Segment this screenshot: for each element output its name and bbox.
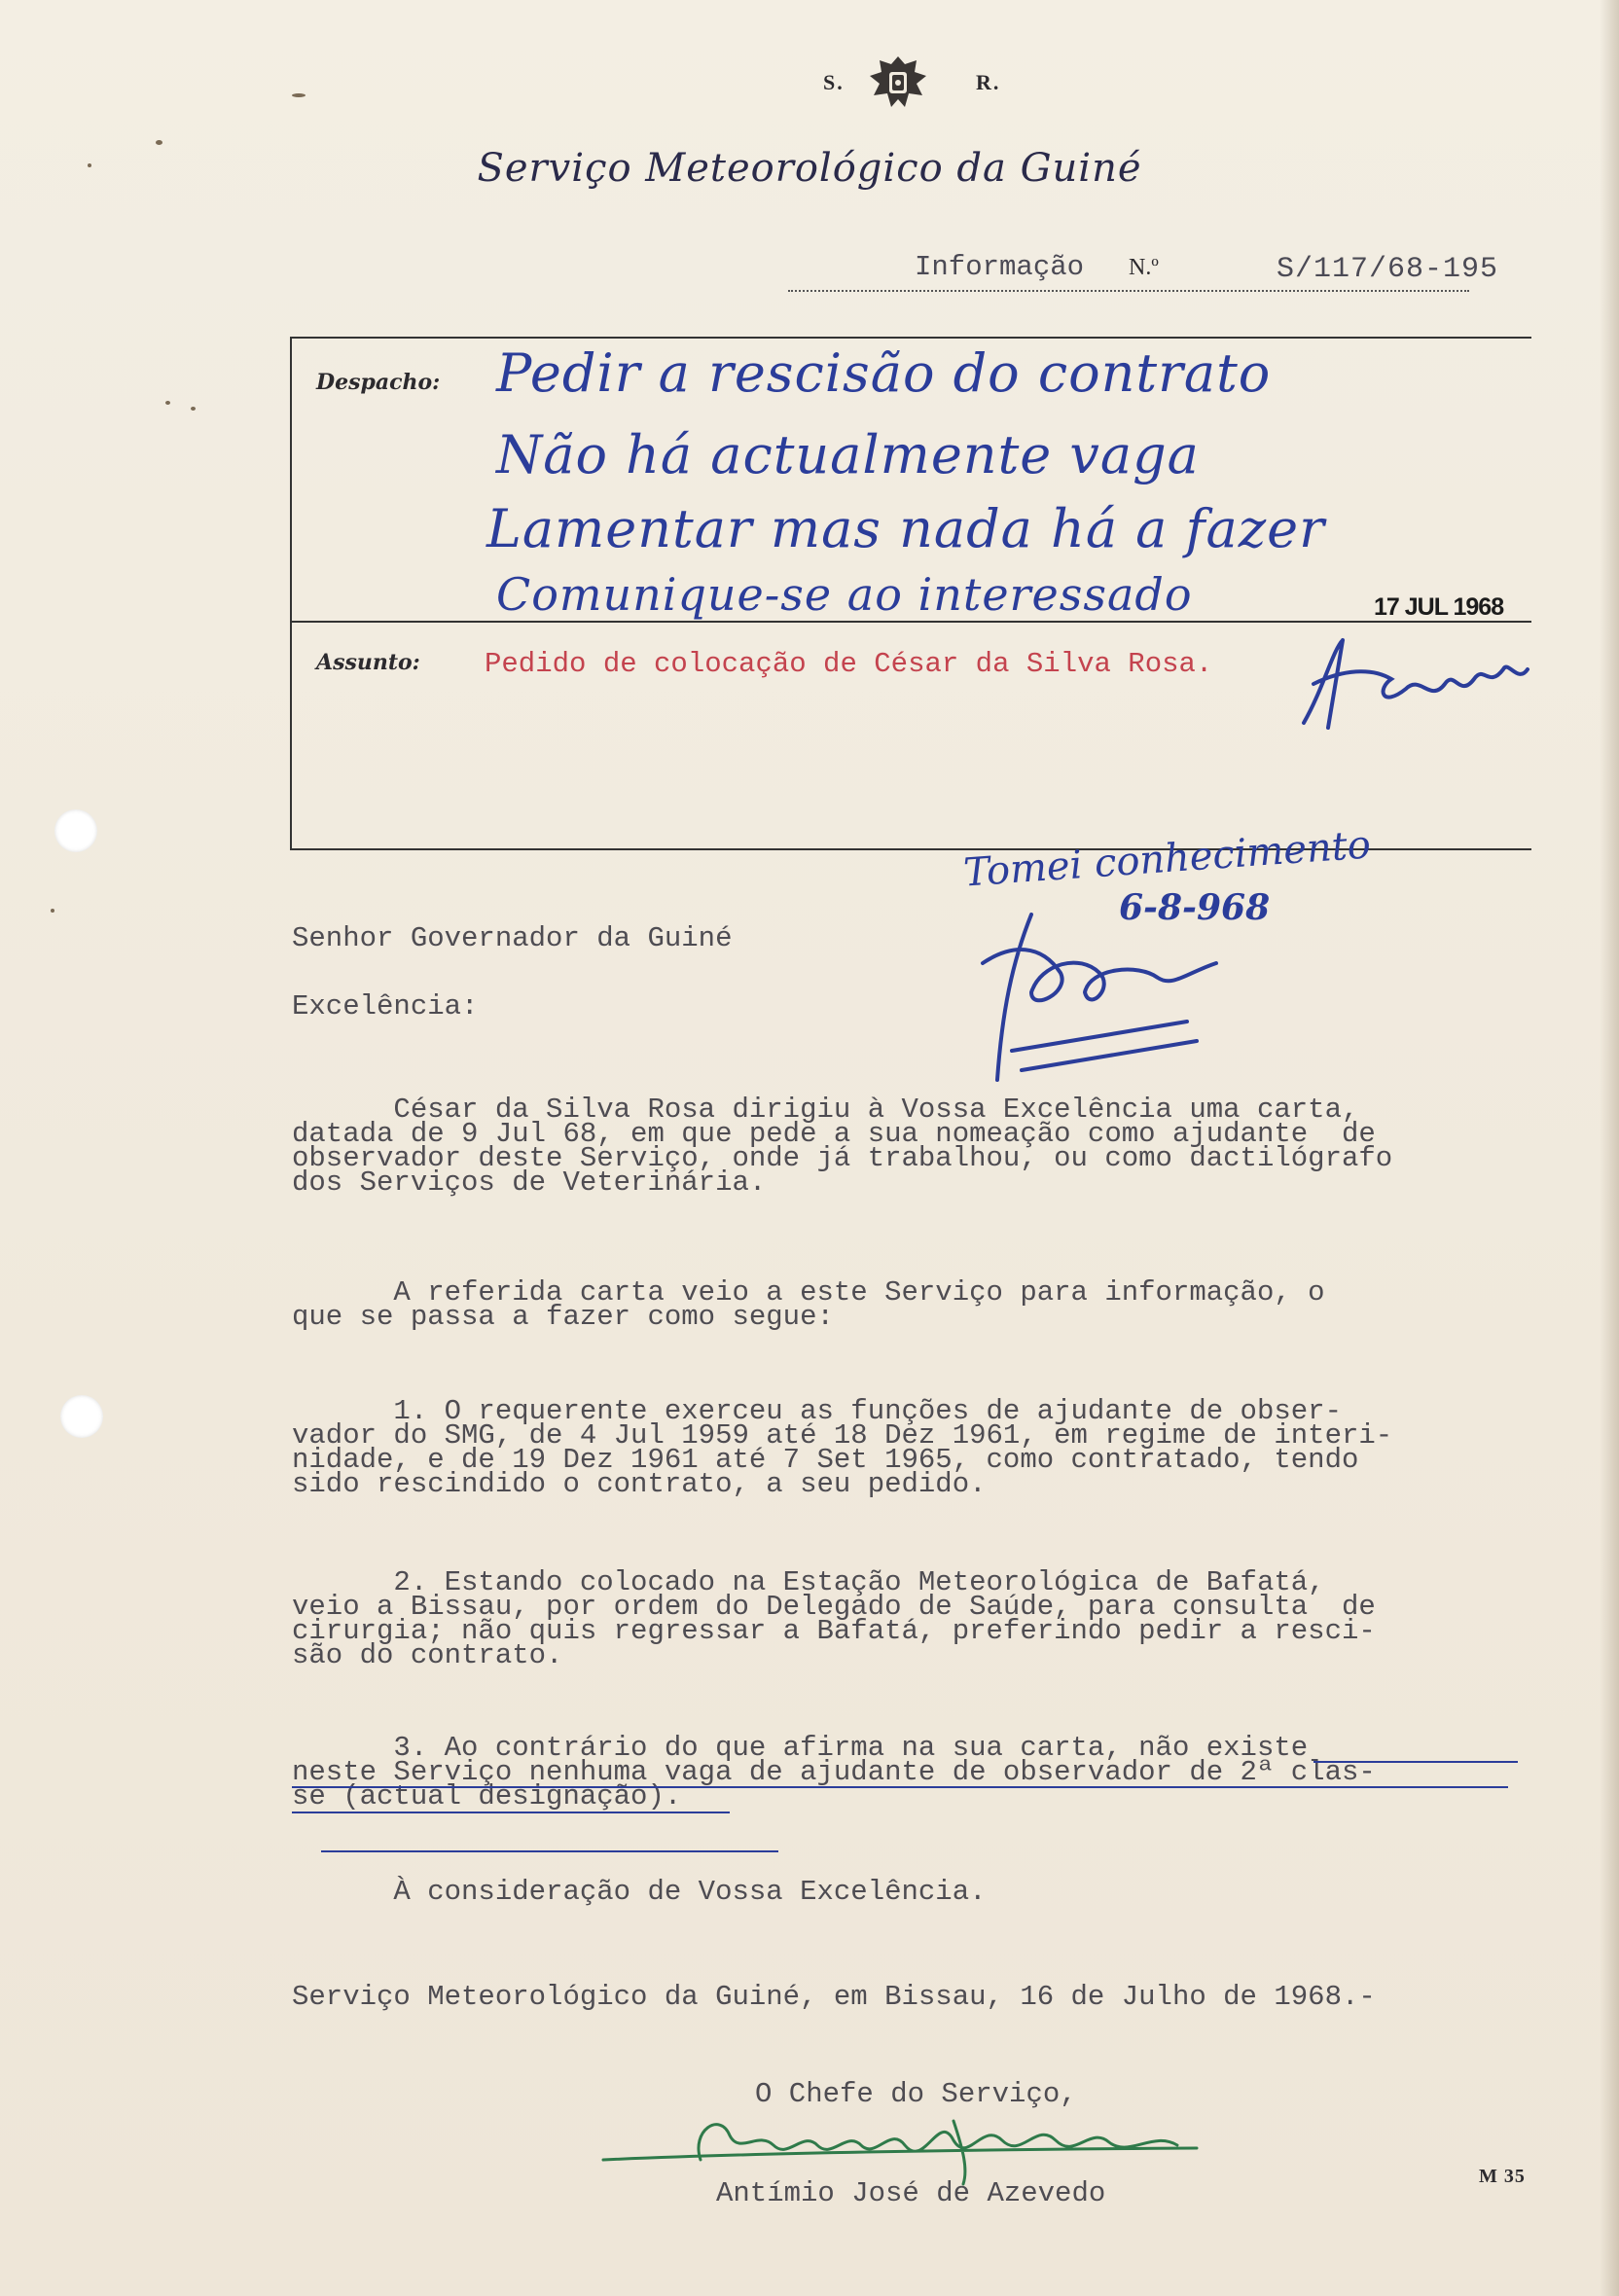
reference-no-label: N.º	[1129, 255, 1159, 280]
received-date-stamp: 17 JUL 1968	[1374, 593, 1504, 621]
annotation-date: 6-8-968	[1119, 887, 1271, 928]
letter-paragraph: 3. Ao contrário do que afirma na sua carta, não existe neste Serviço nenhuma vaga de ajudante de observador de 2ª clas- se (actual designação).	[292, 1732, 1376, 1812]
annotation-line: Tomei conhecimento	[961, 822, 1373, 896]
letter-place-date: Serviço Meteorológico da Guiné, em Bissau, 16 de Julho de 1968.-	[292, 1981, 1376, 2013]
letterhead-left-letter: S.	[823, 70, 845, 94]
letter-paragraph: A referida carta veio a este Serviço para informação, o que se passa a fazer como segue:	[292, 1276, 1325, 1333]
form-code: M 35	[1479, 2166, 1526, 2187]
letterhead-right-letter: R.	[976, 70, 1001, 94]
reference-number: S/117/68-195	[1277, 253, 1499, 286]
page-edge-shadow	[1600, 0, 1619, 2296]
despacho-handwritten-line: Pedir a rescisão do contrato	[496, 342, 1272, 404]
ink-underline	[321, 1850, 778, 1852]
despacho-handwritten-line: Comunique-se ao interessado	[496, 568, 1193, 621]
chief-signature	[594, 2092, 1216, 2189]
letter-addressee: Senhor Governador da Guiné	[292, 922, 733, 954]
despacho-handwritten-line: Lamentar mas nada há a fazer	[486, 498, 1325, 559]
letter-paragraph: À consideração de Vossa Excelência.	[292, 1876, 987, 1908]
service-title: Serviço Meteorológico da Guiné	[477, 146, 1142, 191]
paper-speck	[191, 407, 196, 411]
despacho-box-middle-rule	[290, 621, 1531, 623]
despacho-handwritten-line: Não há actualmente vaga	[496, 424, 1200, 485]
despacho-signature	[1284, 630, 1537, 737]
punch-hole-bottom	[60, 1395, 103, 1438]
reference-dotted-line	[788, 290, 1469, 292]
assunto-text: Pedido de colocação de César da Silva Rosa.	[485, 648, 1213, 680]
ink-underline	[292, 1786, 1508, 1788]
letter-paragraph: 1. O requerente exerceu as funções de ajudante de obser- vador do SMG, de 4 Jul 1959 até 18 Dez 1961, em regime de interi- nidade, e de 19 Dez 1961 até 7 Set 1965, como contratado, tendo sido rescindido o contrato, a seu pedido.	[292, 1395, 1393, 1500]
signatory-title: O Chefe do Serviço,	[755, 2078, 1077, 2110]
paper-speck	[292, 93, 306, 97]
despacho-label: Despacho:	[316, 370, 441, 395]
paper-speck	[165, 401, 170, 405]
ink-underline	[1313, 1761, 1518, 1763]
paper-speck	[51, 909, 54, 913]
despacho-box-left-rule	[290, 337, 292, 850]
signatory-name: Antímio José de Azevedo	[716, 2177, 1106, 2209]
letter-salutation: Excelência:	[292, 990, 479, 1022]
paper-speck	[156, 140, 162, 145]
assunto-label: Assunto:	[316, 650, 420, 675]
reference-label: Informação	[915, 251, 1085, 283]
despacho-box-top-rule	[290, 337, 1531, 339]
letter-paragraph: 2. Estando colocado na Estação Meteorológica de Bafatá, veio a Bissau, por ordem do Delegado de Saúde, para consulta de cirurgia; não quis regressar a Bafatá, preferindo pedir a resci- são do contrato.	[292, 1566, 1376, 1671]
letter-paragraph: César da Silva Rosa dirigiu à Vossa Excelência uma carta, datada de 9 Jul 68, em que pede a sua nomeação como ajudante de observador deste Serviço, onde já trabalhou, ou como dactilógrafo dos Serviços de Veterinária.	[292, 1094, 1393, 1199]
coat-of-arms-icon	[866, 54, 930, 111]
ink-underline	[292, 1812, 730, 1813]
punch-hole-top	[54, 809, 97, 852]
annotation-signature	[973, 905, 1284, 1099]
